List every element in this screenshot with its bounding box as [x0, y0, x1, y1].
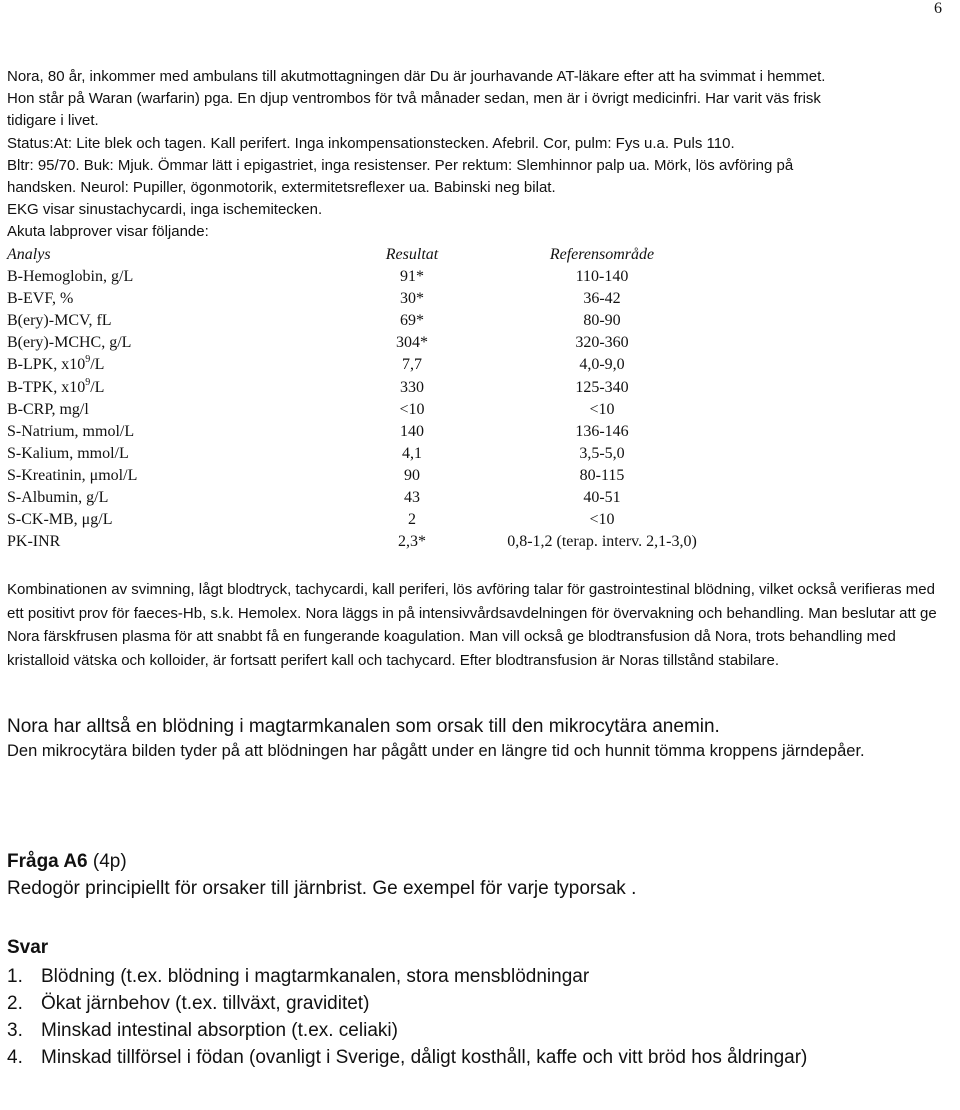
header-analys: Analys: [7, 246, 51, 263]
intro-line: tidigare i livet.: [7, 112, 99, 130]
answer-item: [7, 1017, 952, 1044]
lab-table: [7, 244, 727, 553]
lab-analys-exponent: 9: [85, 354, 91, 366]
lab-resultat: 90: [404, 466, 420, 484]
intro-line: Status:At: Lite blek och tagen. Kall perifert. Inga inkompensationstecken. Afebril. Cor, pulm: Fys u.a. Puls 110.: [7, 134, 735, 152]
answer-number: 3.: [7, 1020, 23, 1041]
lab-row: [7, 332, 727, 354]
lab-resultat: <10: [399, 400, 425, 418]
lab-analys-text: B-LPK, x10: [7, 356, 86, 374]
page-number: 6: [934, 0, 942, 17]
lab-resultat: 7,7: [402, 356, 422, 374]
lab-row: [7, 399, 727, 421]
intro-line: EKG visar sinustachycardi, inga ischemitecken.: [7, 201, 323, 219]
answer-heading: Svar: [7, 937, 49, 958]
lab-resultat: 2,3*: [398, 533, 426, 551]
conclusion: [7, 714, 952, 763]
lab-row: [7, 465, 727, 487]
answer-item: [7, 990, 952, 1017]
answer-section: [7, 934, 952, 1071]
answer-text: Minskad intestinal absorption (t.ex. celiaki): [41, 1020, 398, 1041]
conclusion-main: Nora har alltså en blödning i magtarmkanalen som orsak till den mikrocytära anemin.: [7, 716, 720, 737]
lab-row: [7, 509, 727, 531]
question-text: Redogör principiellt för orsaker till järnbrist. Ge exempel för varje typorsak .: [7, 878, 637, 899]
lab-ref: 4,0-9,0: [579, 356, 625, 374]
question-points: (4p): [92, 851, 127, 872]
conclusion-detail: Den mikrocytära bilden tyder på att blödningen har pågått under en längre tid och hunnit tömma kroppens järndepåer.: [7, 742, 865, 760]
intro-line: Akuta labprover visar följande:: [7, 223, 209, 241]
lab-row: [7, 288, 727, 310]
lab-row: [7, 487, 727, 509]
lab-analys: B(ery)-MCHC, g/L: [7, 334, 132, 352]
question-label: Fråga A6: [7, 851, 88, 872]
answer-number: 2.: [7, 993, 23, 1014]
answer-item: [7, 1044, 952, 1071]
intro-line: handsken. Neurol: Pupiller, ögonmotorik, extermitetsreflexer ua. Babinski neg bilat.: [7, 179, 556, 197]
lab-analys: S-Albumin, g/L: [7, 489, 109, 507]
lab-analys: B-Hemoglobin, g/L: [7, 268, 134, 286]
lab-ref: 125-340: [575, 378, 629, 396]
lab-row: [7, 531, 727, 553]
lab-ref: 110-140: [575, 268, 629, 286]
lab-analys: S-Kalium, mmol/L: [7, 444, 129, 462]
lab-table-header: [7, 244, 727, 266]
lab-analys: PK-INR: [7, 533, 61, 551]
lab-resultat: 69*: [400, 312, 424, 330]
intro-line: Nora, 80 år, inkommer med ambulans till akutmottagningen där Du är jourhavande AT-läkare efter att ha svimmat i hemmet.: [7, 68, 826, 85]
lab-row: [7, 310, 727, 332]
lab-analys: S-CK-MB, μg/L: [7, 511, 113, 529]
lab-analys: S-Kreatinin, μmol/L: [7, 466, 138, 484]
lab-ref: 320-360: [575, 334, 629, 352]
answer-text: Ökat järnbehov (t.ex. tillväxt, graviditet): [41, 993, 370, 1014]
lab-ref: 0,8-1,2 (terap. interv. 2,1-3,0): [507, 533, 697, 551]
lab-row: [7, 443, 727, 465]
lab-resultat: 91*: [400, 268, 424, 286]
lab-analys: [7, 354, 104, 376]
answer-item: [7, 963, 952, 990]
lab-ref: 40-51: [583, 489, 621, 507]
lab-ref: <10: [589, 400, 615, 418]
header-resultat: Resultat: [385, 246, 439, 263]
intro-line: Hon står på Waran (warfarin) pga. En djup ventrombos för två månader sedan, men är i övrigt medicinfri. Har varit väs frisk: [7, 90, 821, 108]
lab-ref: 80-115: [579, 466, 625, 484]
answer-number: 4.: [7, 1047, 23, 1068]
lab-analys-unit: /L: [90, 356, 105, 374]
lab-analys-exponent: 9: [85, 376, 91, 388]
lab-analys: B-CRP, mg/l: [7, 400, 89, 418]
lab-resultat: 2: [408, 511, 416, 529]
case-summary: Kombinationen av svimning, lågt blodtryck, tachycardi, kall periferi, lös avföring talar för gastrointestinal blödning, vilket också verifieras med ett positivt prov för faeces-Hb, s.k. Hemolex. Nora läggs in på intensivvårdsavdelningen för övervakning och behandling. Man beslutar att ge Nora färskfrusen plasma för att snabbt få en fungerande koagulation. Man vill också ge blodtransfusion då Nora, trots behandling med kristalloid vätska och kolloider, är fortsatt perifert kall och tachycard. Efter blodtransfusion är Noras tillstånd stabilare.: [7, 581, 937, 669]
lab-resultat: 304*: [396, 334, 428, 352]
case-intro: [7, 66, 952, 244]
lab-analys-text: B-TPK, x10: [7, 378, 86, 396]
lab-analys-unit: /L: [90, 378, 105, 396]
lab-ref: 36-42: [583, 290, 621, 308]
lab-resultat: 330: [400, 378, 424, 396]
question-title: [7, 848, 952, 875]
lab-ref: 136-146: [575, 422, 629, 440]
lab-analys: [7, 377, 104, 399]
answer-number: 1.: [7, 966, 23, 987]
lab-resultat: 43: [404, 489, 420, 507]
lab-row: [7, 266, 727, 288]
lab-analys: B(ery)-MCV, fL: [7, 312, 112, 330]
lab-resultat: 4,1: [402, 444, 422, 462]
lab-resultat: 140: [400, 422, 424, 440]
lab-ref: 80-90: [583, 312, 621, 330]
intro-line: Bltr: 95/70. Buk: Mjuk. Ömmar lätt i epigastriet, inga resistenser. Per rektum: Slemhinnor palp ua. Mörk, lös avföring på: [7, 156, 794, 174]
lab-row: [7, 354, 727, 376]
lab-row: [7, 421, 727, 443]
lab-ref: 3,5-5,0: [579, 444, 625, 462]
lab-row: [7, 377, 727, 399]
lab-resultat: 30*: [400, 290, 424, 308]
lab-analys: S-Natrium, mmol/L: [7, 422, 135, 440]
lab-analys: B-EVF, %: [7, 290, 74, 308]
header-referensomrade: Referensområde: [549, 246, 655, 263]
answer-text: Blödning (t.ex. blödning i magtarmkanalen, stora mensblödningar: [41, 966, 590, 987]
question-a6: [7, 848, 952, 902]
answer-text: Minskad tillförsel i födan (ovanligt i Sverige, dåligt kosthåll, kaffe och vitt bröd hos åldringar): [41, 1047, 808, 1068]
lab-ref: <10: [589, 511, 615, 529]
